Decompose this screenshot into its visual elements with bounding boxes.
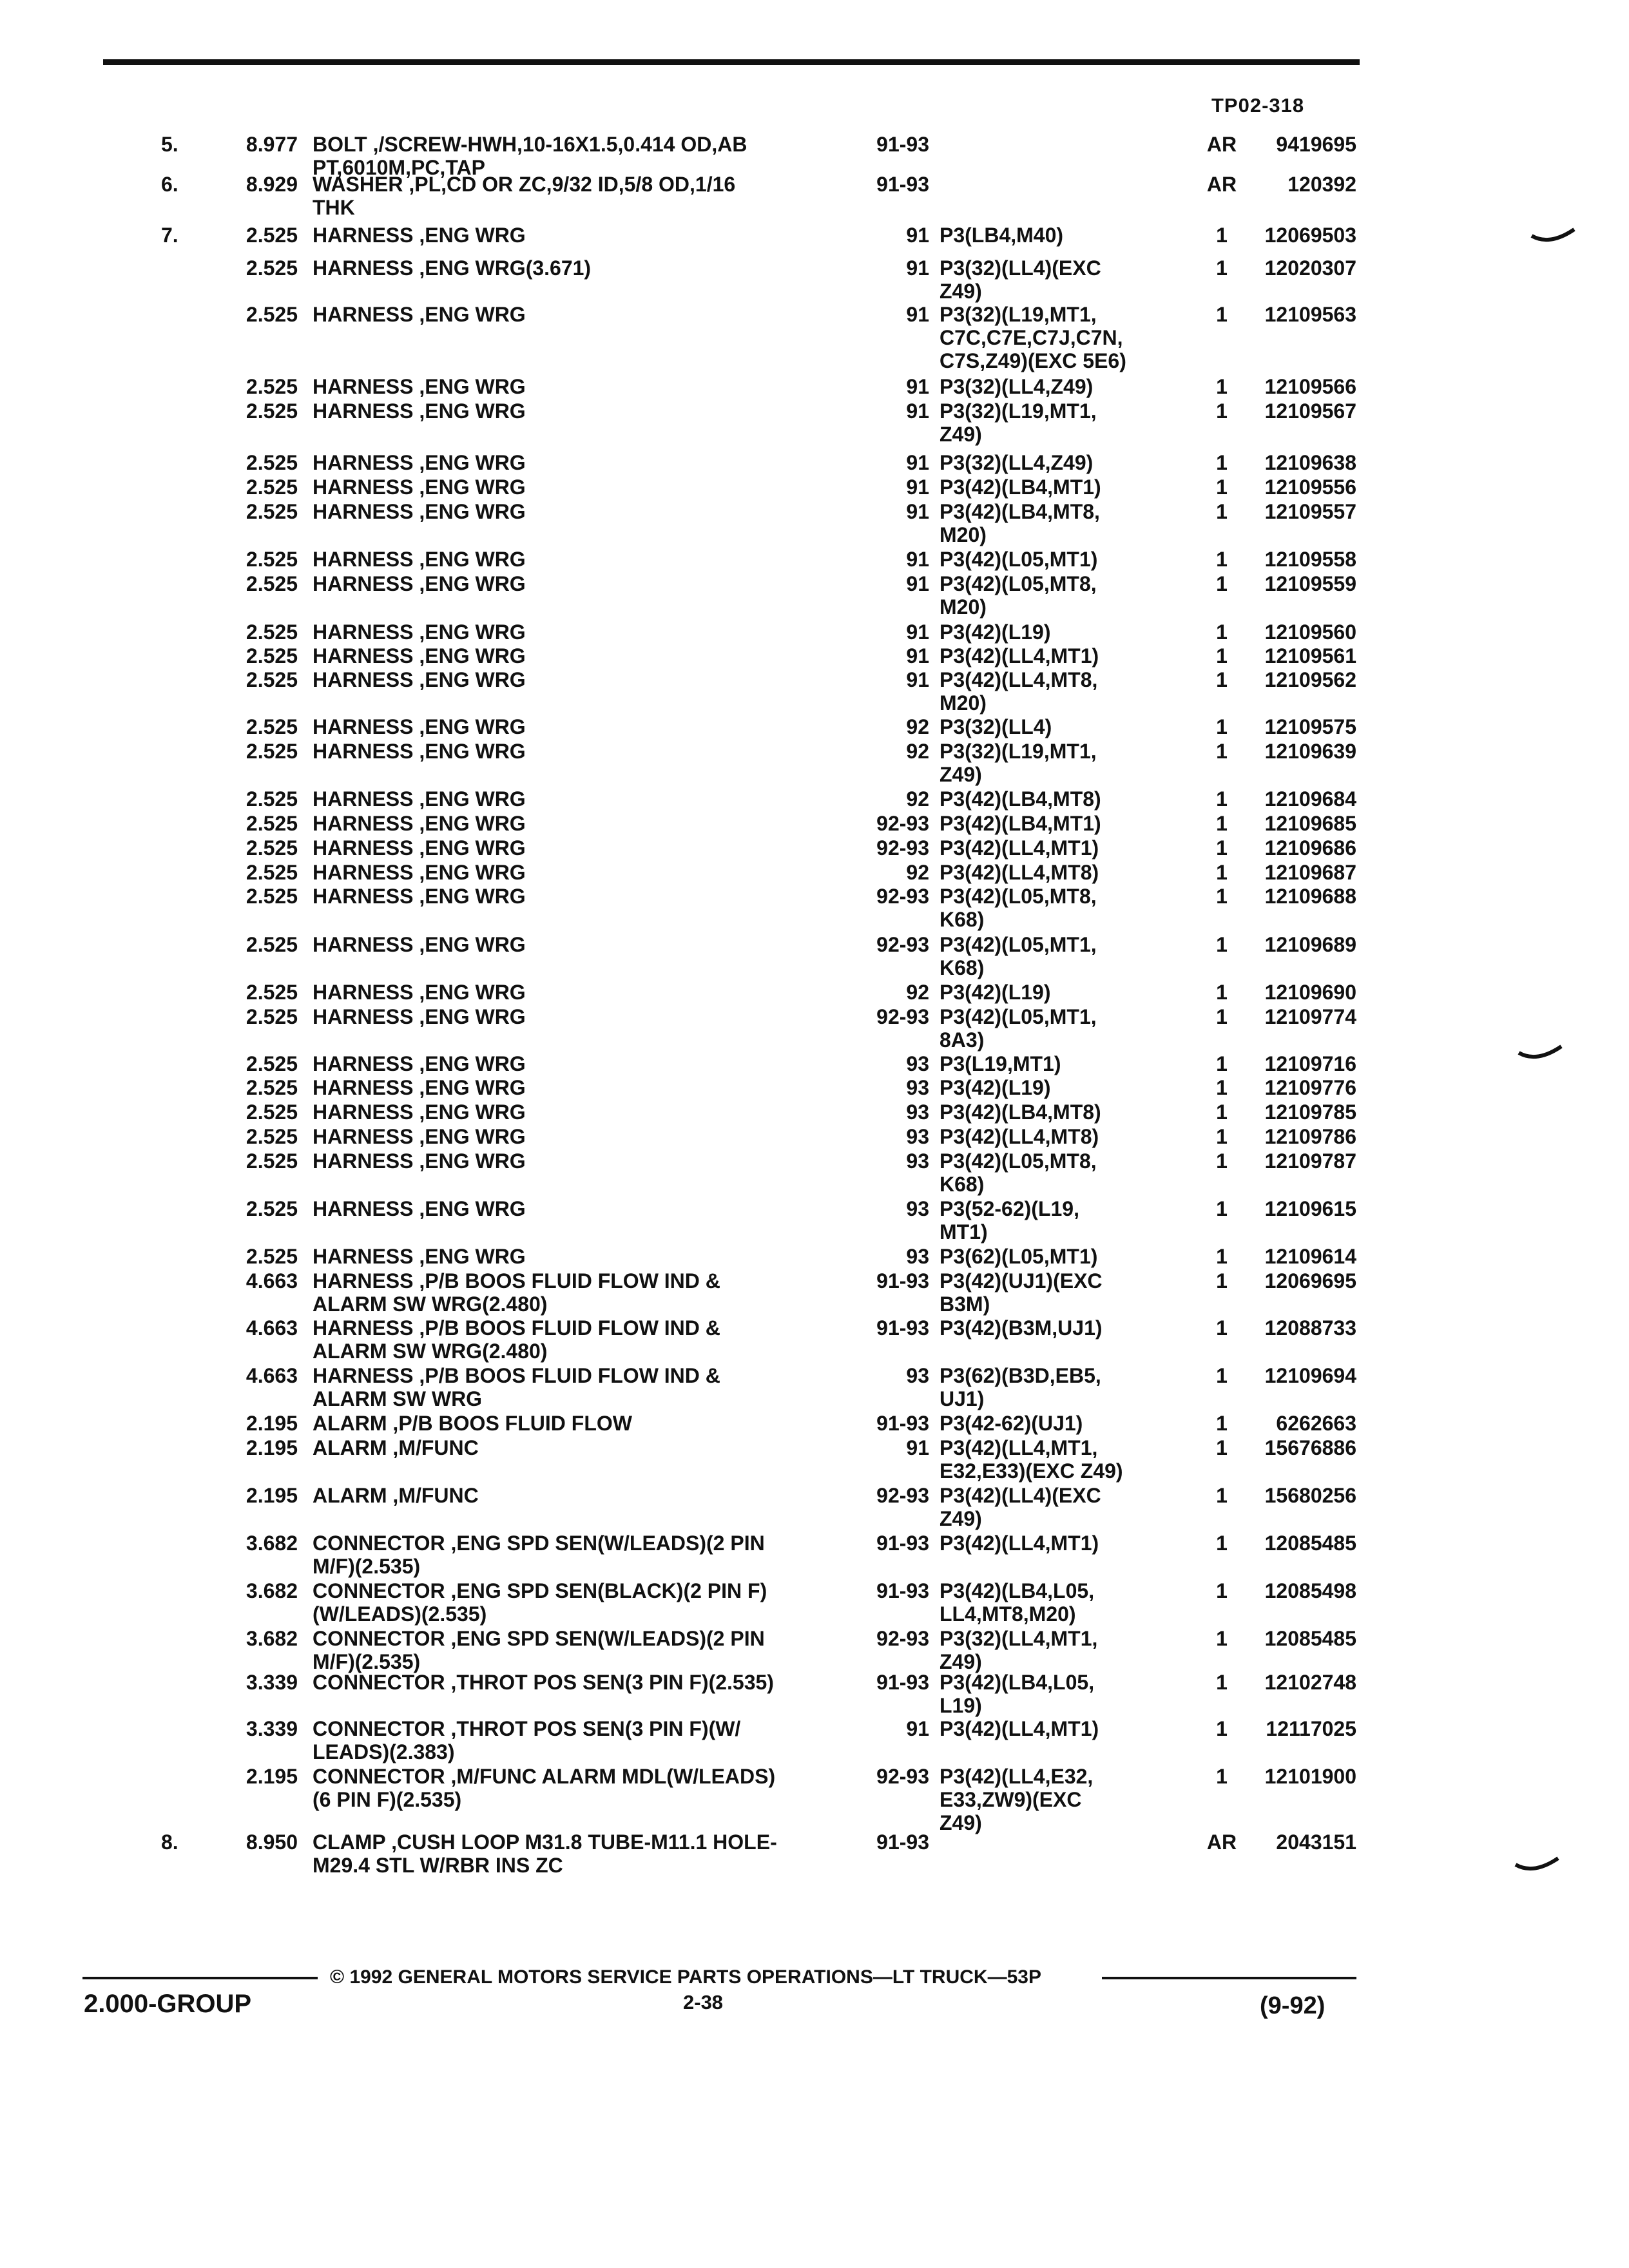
part-number: 2043151 bbox=[1276, 1831, 1356, 1854]
hole-punch-mark-icon bbox=[1518, 1044, 1563, 1063]
application: P3(32)(LL4)(EXC Z49) bbox=[940, 256, 1101, 303]
part-description: HARNESS ,ENG WRG bbox=[313, 399, 526, 423]
reference-number: 2.525 bbox=[246, 715, 298, 738]
part-description: HARNESS ,P/B BOOS FLUID FLOW IND & ALARM SW WRG(2.480) bbox=[313, 1269, 720, 1316]
application: P3(42)(LL4,MT1, E32,E33)(EXC Z49) bbox=[940, 1436, 1123, 1483]
footer-copyright: © 1992 GENERAL MOTORS SERVICE PARTS OPERATIONS—LT TRUCK—53P bbox=[330, 1966, 1041, 1988]
part-description: HARNESS ,ENG WRG bbox=[313, 715, 526, 738]
model-years: 91-93 bbox=[876, 133, 929, 156]
quantity: 1 bbox=[1216, 861, 1228, 884]
part-description: HARNESS ,ENG WRG bbox=[313, 836, 526, 860]
model-years: 92-93 bbox=[876, 933, 929, 956]
quantity: 1 bbox=[1216, 1052, 1228, 1075]
part-description: HARNESS ,ENG WRG bbox=[313, 740, 526, 763]
part-number: 12109615 bbox=[1264, 1197, 1356, 1220]
reference-number: 2.525 bbox=[246, 1245, 298, 1268]
application: P3(52-62)(L19, MT1) bbox=[940, 1197, 1079, 1244]
model-years: 91-93 bbox=[876, 1316, 929, 1340]
model-years: 91-93 bbox=[876, 1269, 929, 1293]
part-description: HARNESS ,ENG WRG bbox=[313, 548, 526, 571]
part-number: 12109686 bbox=[1264, 836, 1356, 860]
part-description: HARNESS ,ENG WRG bbox=[313, 1052, 526, 1075]
model-years: 91-93 bbox=[876, 1579, 929, 1602]
model-years: 91 bbox=[906, 224, 929, 247]
quantity: 1 bbox=[1216, 572, 1228, 595]
reference-number: 2.525 bbox=[246, 1100, 298, 1124]
footer-group: 2.000-GROUP bbox=[84, 1990, 252, 2018]
quantity: 1 bbox=[1216, 451, 1228, 474]
part-description: HARNESS ,ENG WRG bbox=[313, 476, 526, 499]
reference-number: 2.525 bbox=[246, 740, 298, 763]
part-description: WASHER ,PL,CD OR ZC,9/32 ID,5/8 OD,1/16 THK bbox=[313, 173, 736, 219]
part-number: 12109558 bbox=[1264, 548, 1356, 571]
application: P3(42)(LL4,MT1) bbox=[940, 836, 1099, 860]
reference-number: 2.525 bbox=[246, 787, 298, 811]
footer-rule-left bbox=[82, 1977, 318, 1979]
part-description: HARNESS ,ENG WRG bbox=[313, 375, 526, 398]
reference-number: 2.525 bbox=[246, 224, 298, 247]
part-number: 12117025 bbox=[1266, 1717, 1356, 1740]
application: P3(42)(LL4,MT1) bbox=[940, 1532, 1099, 1555]
part-number: 12085485 bbox=[1264, 1627, 1356, 1650]
model-years: 91 bbox=[906, 1717, 929, 1740]
part-number: 12085498 bbox=[1264, 1579, 1356, 1602]
reference-number: 2.525 bbox=[246, 548, 298, 571]
application: P3(42)(LL4,MT8) bbox=[940, 1125, 1099, 1148]
model-years: 91 bbox=[906, 476, 929, 499]
reference-number: 2.525 bbox=[246, 572, 298, 595]
part-description: HARNESS ,ENG WRG bbox=[313, 1005, 526, 1028]
application: P3(42)(LB4,MT8, M20) bbox=[940, 500, 1100, 546]
part-description: HARNESS ,ENG WRG bbox=[313, 933, 526, 956]
quantity: 1 bbox=[1216, 1149, 1228, 1173]
quantity: 1 bbox=[1216, 1436, 1228, 1459]
application: P3(32)(LL4) bbox=[940, 715, 1052, 738]
reference-number: 2.525 bbox=[246, 1005, 298, 1028]
quantity: 1 bbox=[1216, 933, 1228, 956]
quantity: 1 bbox=[1216, 1316, 1228, 1340]
quantity: AR bbox=[1206, 133, 1237, 156]
application: P3(42)(B3M,UJ1) bbox=[940, 1316, 1103, 1340]
part-description: HARNESS ,ENG WRG bbox=[313, 1197, 526, 1220]
quantity: 1 bbox=[1216, 836, 1228, 860]
model-years: 92 bbox=[906, 981, 929, 1004]
application: P3(42)(LB4,MT1) bbox=[940, 476, 1101, 499]
part-number: 9419695 bbox=[1276, 133, 1356, 156]
reference-number: 2.525 bbox=[246, 256, 298, 280]
part-number: 12088733 bbox=[1264, 1316, 1356, 1340]
part-number: 12109557 bbox=[1264, 500, 1356, 523]
reference-number: 2.525 bbox=[246, 399, 298, 423]
model-years: 91 bbox=[906, 399, 929, 423]
application: P3(42)(LL4,MT8) bbox=[940, 861, 1099, 884]
quantity: 1 bbox=[1216, 981, 1228, 1004]
quantity: 1 bbox=[1216, 644, 1228, 668]
application: P3(32)(LL4,MT1, Z49) bbox=[940, 1627, 1098, 1673]
reference-number: 8.977 bbox=[246, 133, 298, 156]
part-description: CONNECTOR ,ENG SPD SEN(W/LEADS)(2 PIN M/F)(2.535) bbox=[313, 1532, 765, 1578]
quantity: 1 bbox=[1216, 1364, 1228, 1387]
quantity: 1 bbox=[1216, 1269, 1228, 1293]
part-number: 12109567 bbox=[1264, 399, 1356, 423]
part-description: HARNESS ,ENG WRG bbox=[313, 303, 526, 326]
quantity: 1 bbox=[1216, 1579, 1228, 1602]
part-number: 12109575 bbox=[1264, 715, 1356, 738]
reference-number: 2.195 bbox=[246, 1412, 298, 1435]
reference-number: 2.525 bbox=[246, 861, 298, 884]
reference-number: 2.195 bbox=[246, 1484, 298, 1507]
quantity: 1 bbox=[1216, 1100, 1228, 1124]
reference-number: 2.525 bbox=[246, 933, 298, 956]
fig-number: 5. bbox=[161, 133, 178, 156]
fig-number: 8. bbox=[161, 1831, 178, 1854]
part-description: CONNECTOR ,THROT POS SEN(3 PIN F)(W/ LEADS)(2.383) bbox=[313, 1717, 741, 1763]
part-number: 12109566 bbox=[1264, 375, 1356, 398]
model-years: 92 bbox=[906, 861, 929, 884]
application: P3(42)(LB4,MT1) bbox=[940, 812, 1101, 835]
part-number: 12069503 bbox=[1264, 224, 1356, 247]
model-years: 93 bbox=[906, 1149, 929, 1173]
reference-number: 2.525 bbox=[246, 981, 298, 1004]
quantity: 1 bbox=[1216, 787, 1228, 811]
quantity: 1 bbox=[1216, 224, 1228, 247]
model-years: 91-93 bbox=[876, 1412, 929, 1435]
quantity: 1 bbox=[1216, 256, 1228, 280]
model-years: 93 bbox=[906, 1100, 929, 1124]
hole-punch-mark-icon bbox=[1514, 1856, 1559, 1875]
part-number: 12109614 bbox=[1264, 1245, 1356, 1268]
part-description: CONNECTOR ,M/FUNC ALARM MDL(W/LEADS) (6 PIN F)(2.535) bbox=[313, 1765, 776, 1811]
part-number: 12109687 bbox=[1264, 861, 1356, 884]
reference-number: 3.339 bbox=[246, 1717, 298, 1740]
part-number: 12109776 bbox=[1264, 1076, 1356, 1099]
part-number: 12109787 bbox=[1264, 1149, 1356, 1173]
part-number: 12102748 bbox=[1264, 1671, 1356, 1694]
reference-number: 2.525 bbox=[246, 1052, 298, 1075]
part-description: HARNESS ,ENG WRG bbox=[313, 224, 526, 247]
reference-number: 2.525 bbox=[246, 812, 298, 835]
model-years: 91 bbox=[906, 1436, 929, 1459]
application: P3(42)(LB4,MT8) bbox=[940, 1100, 1101, 1124]
part-description: BOLT ,/SCREW-HWH,10-16X1.5,0.414 OD,AB PT,6010M,PC,TAP bbox=[313, 133, 747, 179]
reference-number: 2.525 bbox=[246, 1076, 298, 1099]
part-number: 12109563 bbox=[1264, 303, 1356, 326]
footer-page-number: 2-38 bbox=[683, 1991, 724, 2013]
model-years: 92-93 bbox=[876, 1765, 929, 1788]
model-years: 91 bbox=[906, 644, 929, 668]
application: P3(32)(LL4,Z49) bbox=[940, 375, 1094, 398]
part-description: HARNESS ,ENG WRG bbox=[313, 1149, 526, 1173]
part-description: HARNESS ,ENG WRG bbox=[313, 620, 526, 644]
application: P3(42)(LL4,E32, E33,ZW9)(EXC Z49) bbox=[940, 1765, 1094, 1834]
model-years: 93 bbox=[906, 1125, 929, 1148]
part-description: HARNESS ,ENG WRG bbox=[313, 451, 526, 474]
fig-number: 6. bbox=[161, 173, 178, 196]
part-number: 12109694 bbox=[1264, 1364, 1356, 1387]
part-description: CLAMP ,CUSH LOOP M31.8 TUBE-M11.1 HOLE- M29.4 STL W/RBR INS ZC bbox=[313, 1831, 777, 1877]
part-description: HARNESS ,ENG WRG bbox=[313, 981, 526, 1004]
application: P3(42)(LB4,L05, LL4,MT8,M20) bbox=[940, 1579, 1095, 1626]
quantity: 1 bbox=[1216, 885, 1228, 908]
application: P3(42)(L05,MT1, K68) bbox=[940, 933, 1097, 979]
part-number: 12020307 bbox=[1264, 256, 1356, 280]
application: P3(32)(L19,MT1, C7C,C7E,C7J,C7N, C7S,Z49)(EXC 5E6) bbox=[940, 303, 1126, 372]
application: P3(42)(LL4,MT1) bbox=[940, 644, 1099, 668]
application: P3(42)(L05,MT1) bbox=[940, 548, 1098, 571]
part-number: 12109684 bbox=[1264, 787, 1356, 811]
part-description: CONNECTOR ,ENG SPD SEN(BLACK)(2 PIN F) (W/LEADS)(2.535) bbox=[313, 1579, 767, 1626]
part-number: 12069695 bbox=[1264, 1269, 1356, 1293]
part-description: HARNESS ,ENG WRG bbox=[313, 1125, 526, 1148]
reference-number: 2.525 bbox=[246, 1125, 298, 1148]
reference-number: 2.525 bbox=[246, 1149, 298, 1173]
model-years: 93 bbox=[906, 1052, 929, 1075]
quantity: 1 bbox=[1216, 476, 1228, 499]
part-number: 6262663 bbox=[1276, 1412, 1356, 1435]
application: P3(42)(L19) bbox=[940, 1076, 1051, 1099]
application: P3(L19,MT1) bbox=[940, 1052, 1061, 1075]
quantity: 1 bbox=[1216, 1005, 1228, 1028]
part-number: 12109639 bbox=[1264, 740, 1356, 763]
model-years: 92 bbox=[906, 787, 929, 811]
application: P3(32)(L19,MT1, Z49) bbox=[940, 740, 1097, 786]
model-years: 91-93 bbox=[876, 1532, 929, 1555]
quantity: 1 bbox=[1216, 500, 1228, 523]
application: P3(62)(L05,MT1) bbox=[940, 1245, 1098, 1268]
quantity: AR bbox=[1206, 1831, 1237, 1854]
part-description: CONNECTOR ,ENG SPD SEN(W/LEADS)(2 PIN M/F)(2.535) bbox=[313, 1627, 765, 1673]
application: P3(42)(L19) bbox=[940, 981, 1051, 1004]
model-years: 91 bbox=[906, 500, 929, 523]
quantity: 1 bbox=[1216, 1627, 1228, 1650]
part-description: HARNESS ,P/B BOOS FLUID FLOW IND & ALARM SW WRG(2.480) bbox=[313, 1316, 720, 1363]
quantity: 1 bbox=[1216, 548, 1228, 571]
quantity: 1 bbox=[1216, 1671, 1228, 1694]
application: P3(42)(L05,MT1, 8A3) bbox=[940, 1005, 1097, 1052]
part-number: 12109785 bbox=[1264, 1100, 1356, 1124]
reference-number: 2.525 bbox=[246, 668, 298, 691]
reference-number: 3.682 bbox=[246, 1532, 298, 1555]
part-number: 12109556 bbox=[1264, 476, 1356, 499]
reference-number: 4.663 bbox=[246, 1269, 298, 1293]
quantity: 1 bbox=[1216, 668, 1228, 691]
part-description: HARNESS ,ENG WRG bbox=[313, 572, 526, 595]
model-years: 92-93 bbox=[876, 1627, 929, 1650]
reference-number: 2.525 bbox=[246, 644, 298, 668]
quantity: 1 bbox=[1216, 1532, 1228, 1555]
part-number: 15676886 bbox=[1264, 1436, 1356, 1459]
quantity: 1 bbox=[1216, 1197, 1228, 1220]
quantity: 1 bbox=[1216, 620, 1228, 644]
part-number: 120392 bbox=[1287, 173, 1356, 196]
part-number: 12109690 bbox=[1264, 981, 1356, 1004]
part-description: HARNESS ,ENG WRG bbox=[313, 1100, 526, 1124]
part-description: HARNESS ,ENG WRG bbox=[313, 885, 526, 908]
model-years: 91 bbox=[906, 572, 929, 595]
part-description: HARNESS ,P/B BOOS FLUID FLOW IND & ALARM SW WRG bbox=[313, 1364, 720, 1410]
reference-number: 8.950 bbox=[246, 1831, 298, 1854]
hole-punch-mark-icon bbox=[1530, 227, 1576, 246]
part-number: 12109689 bbox=[1264, 933, 1356, 956]
reference-number: 2.525 bbox=[246, 836, 298, 860]
part-number: 12109560 bbox=[1264, 620, 1356, 644]
application: P3(LB4,M40) bbox=[940, 224, 1064, 247]
page-code: TP02-318 bbox=[1211, 94, 1305, 117]
model-years: 92-93 bbox=[876, 836, 929, 860]
model-years: 91 bbox=[906, 303, 929, 326]
application: P3(42)(L05,MT8, K68) bbox=[940, 1149, 1097, 1196]
model-years: 92-93 bbox=[876, 885, 929, 908]
part-description: HARNESS ,ENG WRG bbox=[313, 812, 526, 835]
part-number: 12109562 bbox=[1264, 668, 1356, 691]
quantity: 1 bbox=[1216, 740, 1228, 763]
application: P3(32)(LL4,Z49) bbox=[940, 451, 1094, 474]
part-description: HARNESS ,ENG WRG bbox=[313, 668, 526, 691]
quantity: 1 bbox=[1216, 1765, 1228, 1788]
application: P3(42)(LB4,L05, L19) bbox=[940, 1671, 1095, 1717]
reference-number: 2.525 bbox=[246, 885, 298, 908]
model-years: 92-93 bbox=[876, 1005, 929, 1028]
reference-number: 2.525 bbox=[246, 451, 298, 474]
reference-number: 3.682 bbox=[246, 1579, 298, 1602]
reference-number: 3.682 bbox=[246, 1627, 298, 1650]
part-number: 12109716 bbox=[1264, 1052, 1356, 1075]
model-years: 92-93 bbox=[876, 1484, 929, 1507]
reference-number: 2.195 bbox=[246, 1765, 298, 1788]
part-description: ALARM ,M/FUNC bbox=[313, 1436, 479, 1459]
model-years: 91-93 bbox=[876, 1671, 929, 1694]
reference-number: 2.525 bbox=[246, 500, 298, 523]
reference-number: 4.663 bbox=[246, 1364, 298, 1387]
model-years: 93 bbox=[906, 1364, 929, 1387]
part-number: 12109786 bbox=[1264, 1125, 1356, 1148]
part-number: 12085485 bbox=[1264, 1532, 1356, 1555]
quantity: 1 bbox=[1216, 1412, 1228, 1435]
model-years: 91-93 bbox=[876, 1831, 929, 1854]
part-description: ALARM ,M/FUNC bbox=[313, 1484, 479, 1507]
model-years: 91 bbox=[906, 620, 929, 644]
model-years: 91-93 bbox=[876, 173, 929, 196]
application: P3(32)(L19,MT1, Z49) bbox=[940, 399, 1097, 446]
part-description: HARNESS ,ENG WRG bbox=[313, 787, 526, 811]
part-number: 12109559 bbox=[1264, 572, 1356, 595]
part-number: 12109685 bbox=[1264, 812, 1356, 835]
reference-number: 2.525 bbox=[246, 620, 298, 644]
reference-number: 2.525 bbox=[246, 476, 298, 499]
application: P3(42)(UJ1)(EXC B3M) bbox=[940, 1269, 1103, 1316]
model-years: 91 bbox=[906, 256, 929, 280]
reference-number: 4.663 bbox=[246, 1316, 298, 1340]
application: P3(42)(LB4,MT8) bbox=[940, 787, 1101, 811]
quantity: AR bbox=[1206, 173, 1237, 196]
reference-number: 2.525 bbox=[246, 1197, 298, 1220]
quantity: 1 bbox=[1216, 399, 1228, 423]
part-number: 12109561 bbox=[1264, 644, 1356, 668]
part-description: HARNESS ,ENG WRG(3.671) bbox=[313, 256, 592, 280]
reference-number: 2.525 bbox=[246, 303, 298, 326]
quantity: 1 bbox=[1216, 1245, 1228, 1268]
model-years: 92-93 bbox=[876, 812, 929, 835]
model-years: 91 bbox=[906, 375, 929, 398]
part-description: HARNESS ,ENG WRG bbox=[313, 500, 526, 523]
quantity: 1 bbox=[1216, 375, 1228, 398]
part-description: CONNECTOR ,THROT POS SEN(3 PIN F)(2.535) bbox=[313, 1671, 774, 1694]
quantity: 1 bbox=[1216, 1717, 1228, 1740]
part-description: HARNESS ,ENG WRG bbox=[313, 861, 526, 884]
part-description: ALARM ,P/B BOOS FLUID FLOW bbox=[313, 1412, 632, 1435]
model-years: 91 bbox=[906, 668, 929, 691]
footer-rule-right bbox=[1102, 1977, 1356, 1979]
model-years: 91 bbox=[906, 451, 929, 474]
application: P3(42)(L05,MT8, K68) bbox=[940, 885, 1097, 931]
quantity: 1 bbox=[1216, 812, 1228, 835]
top-rule bbox=[103, 59, 1360, 65]
application: P3(42)(LL4,MT1) bbox=[940, 1717, 1099, 1740]
quantity: 1 bbox=[1216, 1125, 1228, 1148]
application: P3(42)(L05,MT8, M20) bbox=[940, 572, 1097, 619]
model-years: 93 bbox=[906, 1245, 929, 1268]
part-number: 15680256 bbox=[1264, 1484, 1356, 1507]
application: P3(42-62)(UJ1) bbox=[940, 1412, 1083, 1435]
part-number: 12109638 bbox=[1264, 451, 1356, 474]
reference-number: 2.195 bbox=[246, 1436, 298, 1459]
quantity: 1 bbox=[1216, 715, 1228, 738]
part-number: 12101900 bbox=[1264, 1765, 1356, 1788]
reference-number: 3.339 bbox=[246, 1671, 298, 1694]
part-number: 12109688 bbox=[1264, 885, 1356, 908]
footer-date: (9-92) bbox=[1260, 1992, 1325, 2019]
reference-number: 2.525 bbox=[246, 375, 298, 398]
model-years: 92 bbox=[906, 715, 929, 738]
application: P3(42)(L19) bbox=[940, 620, 1051, 644]
application: P3(62)(B3D,EB5, UJ1) bbox=[940, 1364, 1101, 1410]
quantity: 1 bbox=[1216, 303, 1228, 326]
application: P3(42)(LL4)(EXC Z49) bbox=[940, 1484, 1101, 1530]
quantity: 1 bbox=[1216, 1484, 1228, 1507]
application: P3(42)(LL4,MT8, M20) bbox=[940, 668, 1098, 715]
fig-number: 7. bbox=[161, 224, 178, 247]
quantity: 1 bbox=[1216, 1076, 1228, 1099]
part-description: HARNESS ,ENG WRG bbox=[313, 1076, 526, 1099]
model-years: 92 bbox=[906, 740, 929, 763]
reference-number: 8.929 bbox=[246, 173, 298, 196]
model-years: 93 bbox=[906, 1197, 929, 1220]
part-description: HARNESS ,ENG WRG bbox=[313, 1245, 526, 1268]
part-description: HARNESS ,ENG WRG bbox=[313, 644, 526, 668]
model-years: 91 bbox=[906, 548, 929, 571]
model-years: 93 bbox=[906, 1076, 929, 1099]
part-number: 12109774 bbox=[1264, 1005, 1356, 1028]
